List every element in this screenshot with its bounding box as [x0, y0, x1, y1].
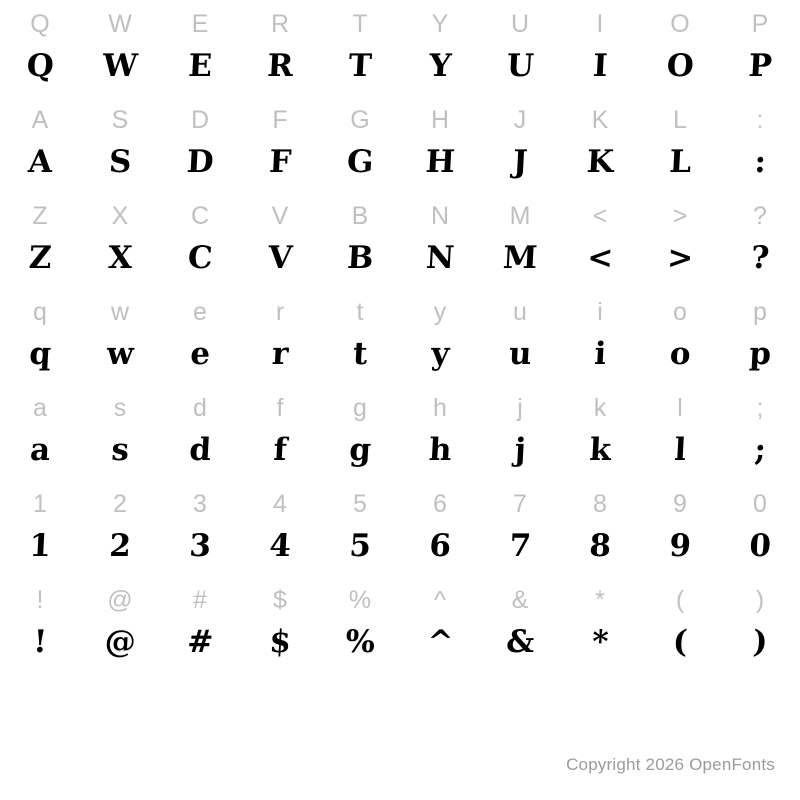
glyph-cell: B — [346, 239, 374, 276]
key-cell: @ — [107, 585, 133, 614]
glyph-cell: U — [505, 47, 535, 84]
key-cell: ( — [675, 585, 685, 614]
glyph-cell: 1 — [28, 527, 52, 564]
glyph-cell: < — [586, 239, 614, 276]
key-cell: ) — [755, 585, 765, 614]
key-cell: w — [110, 297, 130, 326]
glyph-cell: ) — [751, 623, 769, 660]
glyph-cell: ; — [753, 431, 767, 468]
glyph-cell: 0 — [748, 527, 772, 564]
glyph-cell: i — [593, 335, 607, 372]
glyph-cell: t — [352, 335, 368, 372]
glyph-row-asdf-lower — [0, 426, 800, 474]
glyph-row-digits — [0, 522, 800, 570]
glyph-cell: Z — [28, 239, 53, 276]
keyboard-row-asdf-upper — [0, 96, 800, 144]
glyph-cell: O — [665, 47, 695, 84]
key-cell: s — [113, 393, 127, 422]
key-cell: i — [597, 297, 603, 326]
key-cell: N — [430, 201, 450, 230]
glyph-cell: $ — [268, 623, 292, 660]
glyph-cell: W — [101, 47, 139, 84]
glyph-cell: & — [505, 623, 535, 660]
glyph-cell: : — [753, 143, 767, 180]
glyph-cell: 4 — [268, 527, 292, 564]
glyph-cell: a — [29, 431, 51, 468]
key-cell: * — [595, 585, 605, 614]
glyph-cell: N — [425, 239, 455, 276]
key-cell: t — [356, 297, 364, 326]
key-cell: % — [348, 585, 372, 614]
key-cell: 1 — [33, 489, 47, 518]
glyph-cell: @ — [103, 623, 137, 660]
key-cell: R — [270, 9, 290, 38]
glyph-row-qwerty-upper — [0, 42, 800, 90]
key-cell: 6 — [433, 489, 447, 518]
keyboard-row-digits — [0, 480, 800, 528]
glyph-cell: o — [668, 335, 692, 372]
key-cell: k — [593, 393, 607, 422]
glyph-cell: % — [344, 623, 376, 660]
glyph-cell: X — [107, 239, 133, 276]
glyph-cell: I — [592, 47, 608, 84]
glyph-cell: 5 — [348, 527, 372, 564]
key-cell: C — [190, 201, 210, 230]
glyph-cell: h — [428, 431, 452, 468]
glyph-cell: L — [668, 143, 692, 180]
glyph-cell: > — [666, 239, 694, 276]
keyboard-row-zxcv-upper — [0, 192, 800, 240]
key-cell: K — [591, 105, 609, 134]
key-cell: g — [353, 393, 367, 422]
key-cell: G — [350, 105, 370, 134]
glyph-cell: D — [185, 143, 215, 180]
key-cell: o — [673, 297, 687, 326]
glyph-cell: H — [424, 143, 456, 180]
glyph-row-symbols — [0, 618, 800, 666]
glyph-cell: E — [187, 47, 213, 84]
glyph-cell: R — [266, 47, 294, 84]
key-cell: l — [677, 393, 683, 422]
key-cell: > — [672, 201, 688, 230]
key-cell: ! — [36, 585, 44, 614]
glyph-cell: s — [110, 431, 130, 468]
copyright-notice: Copyright 2026 OpenFonts — [566, 755, 775, 774]
key-cell: X — [111, 201, 129, 230]
key-cell: J — [513, 105, 527, 134]
glyph-cell: P — [747, 47, 773, 84]
glyph-cell: p — [748, 335, 772, 372]
glyph-cell: 7 — [508, 527, 532, 564]
key-cell: O — [670, 9, 690, 38]
glyph-cell: f — [272, 431, 288, 468]
glyph-cell: 2 — [108, 527, 132, 564]
key-cell: & — [511, 585, 529, 614]
glyph-cell: d — [188, 431, 212, 468]
key-cell: d — [193, 393, 207, 422]
key-cell: A — [31, 105, 49, 134]
glyph-cell: J — [511, 143, 529, 180]
key-cell: j — [517, 393, 523, 422]
glyph-cell: S — [108, 143, 132, 180]
key-cell: p — [753, 297, 767, 326]
key-cell: F — [272, 105, 288, 134]
keyboard-row-asdf-lower — [0, 384, 800, 432]
key-cell: Y — [431, 9, 449, 38]
key-cell: ? — [753, 201, 767, 230]
key-cell: T — [352, 9, 368, 38]
key-cell: L — [673, 105, 687, 134]
glyph-cell: T — [347, 47, 373, 84]
glyph-row-qwerty-lower — [0, 330, 800, 378]
key-cell: y — [433, 297, 447, 326]
key-cell: r — [275, 297, 285, 326]
key-cell: # — [193, 585, 207, 614]
key-cell: M — [509, 201, 531, 230]
glyph-cell: A — [27, 143, 53, 180]
glyph-cell: u — [508, 335, 532, 372]
glyph-row-zxcv-upper — [0, 234, 800, 282]
key-cell: 8 — [593, 489, 607, 518]
keyboard-row-qwerty-lower — [0, 288, 800, 336]
glyph-cell: K — [585, 143, 615, 180]
glyph-cell: # — [186, 623, 214, 660]
key-cell: q — [33, 297, 47, 326]
glyph-cell: 3 — [188, 527, 212, 564]
glyph-cell: e — [189, 335, 211, 372]
glyph-cell: ? — [750, 239, 770, 276]
key-cell: f — [276, 393, 284, 422]
key-cell: 3 — [193, 489, 207, 518]
key-cell: D — [190, 105, 210, 134]
key-cell: V — [271, 201, 289, 230]
key-cell: 7 — [513, 489, 527, 518]
glyph-cell: ^ — [426, 623, 454, 660]
key-cell: 2 — [113, 489, 127, 518]
key-cell: ; — [756, 393, 764, 422]
key-cell: Q — [30, 9, 50, 38]
key-cell: e — [193, 297, 207, 326]
glyph-cell: ( — [671, 623, 689, 660]
key-cell: 4 — [273, 489, 287, 518]
glyph-cell: Y — [428, 47, 452, 84]
key-cell: E — [191, 9, 209, 38]
glyph-cell: g — [348, 431, 372, 468]
key-cell: I — [596, 9, 604, 38]
key-cell: < — [592, 201, 608, 230]
glyph-cell: F — [268, 143, 292, 180]
key-cell: H — [430, 105, 450, 134]
key-cell: : — [756, 105, 764, 134]
key-cell: P — [751, 9, 769, 38]
keyboard-row-symbols — [0, 576, 800, 624]
glyph-cell: C — [186, 239, 214, 276]
glyph-cell: l — [673, 431, 687, 468]
glyph-cell: j — [513, 431, 527, 468]
key-cell: h — [433, 393, 447, 422]
key-cell: U — [510, 9, 530, 38]
glyph-cell: w — [105, 335, 135, 372]
key-cell: W — [108, 9, 132, 38]
key-cell: B — [351, 201, 369, 230]
key-cell: S — [111, 105, 129, 134]
glyph-cell: Q — [25, 47, 55, 84]
key-cell: 5 — [353, 489, 367, 518]
key-cell: a — [33, 393, 47, 422]
key-cell: ^ — [434, 585, 446, 614]
key-cell: u — [513, 297, 527, 326]
glyph-cell: G — [346, 143, 374, 180]
glyph-row-asdf-upper — [0, 138, 800, 186]
key-cell: 0 — [753, 489, 767, 518]
key-cell: $ — [273, 585, 287, 614]
glyph-cell: q — [28, 335, 52, 372]
glyph-cell: * — [591, 623, 609, 660]
glyph-cell: ! — [32, 623, 48, 660]
glyph-cell: V — [267, 239, 293, 276]
key-cell: Z — [32, 201, 48, 230]
glyph-cell: 9 — [668, 527, 692, 564]
key-cell: 9 — [673, 489, 687, 518]
glyph-cell: k — [588, 431, 612, 468]
keyboard-row-qwerty-upper — [0, 0, 800, 48]
glyph-cell: y — [430, 335, 450, 372]
glyph-cell: 8 — [588, 527, 612, 564]
glyph-cell: 6 — [428, 527, 452, 564]
glyph-cell: r — [271, 335, 289, 372]
glyph-cell: M — [502, 239, 538, 276]
